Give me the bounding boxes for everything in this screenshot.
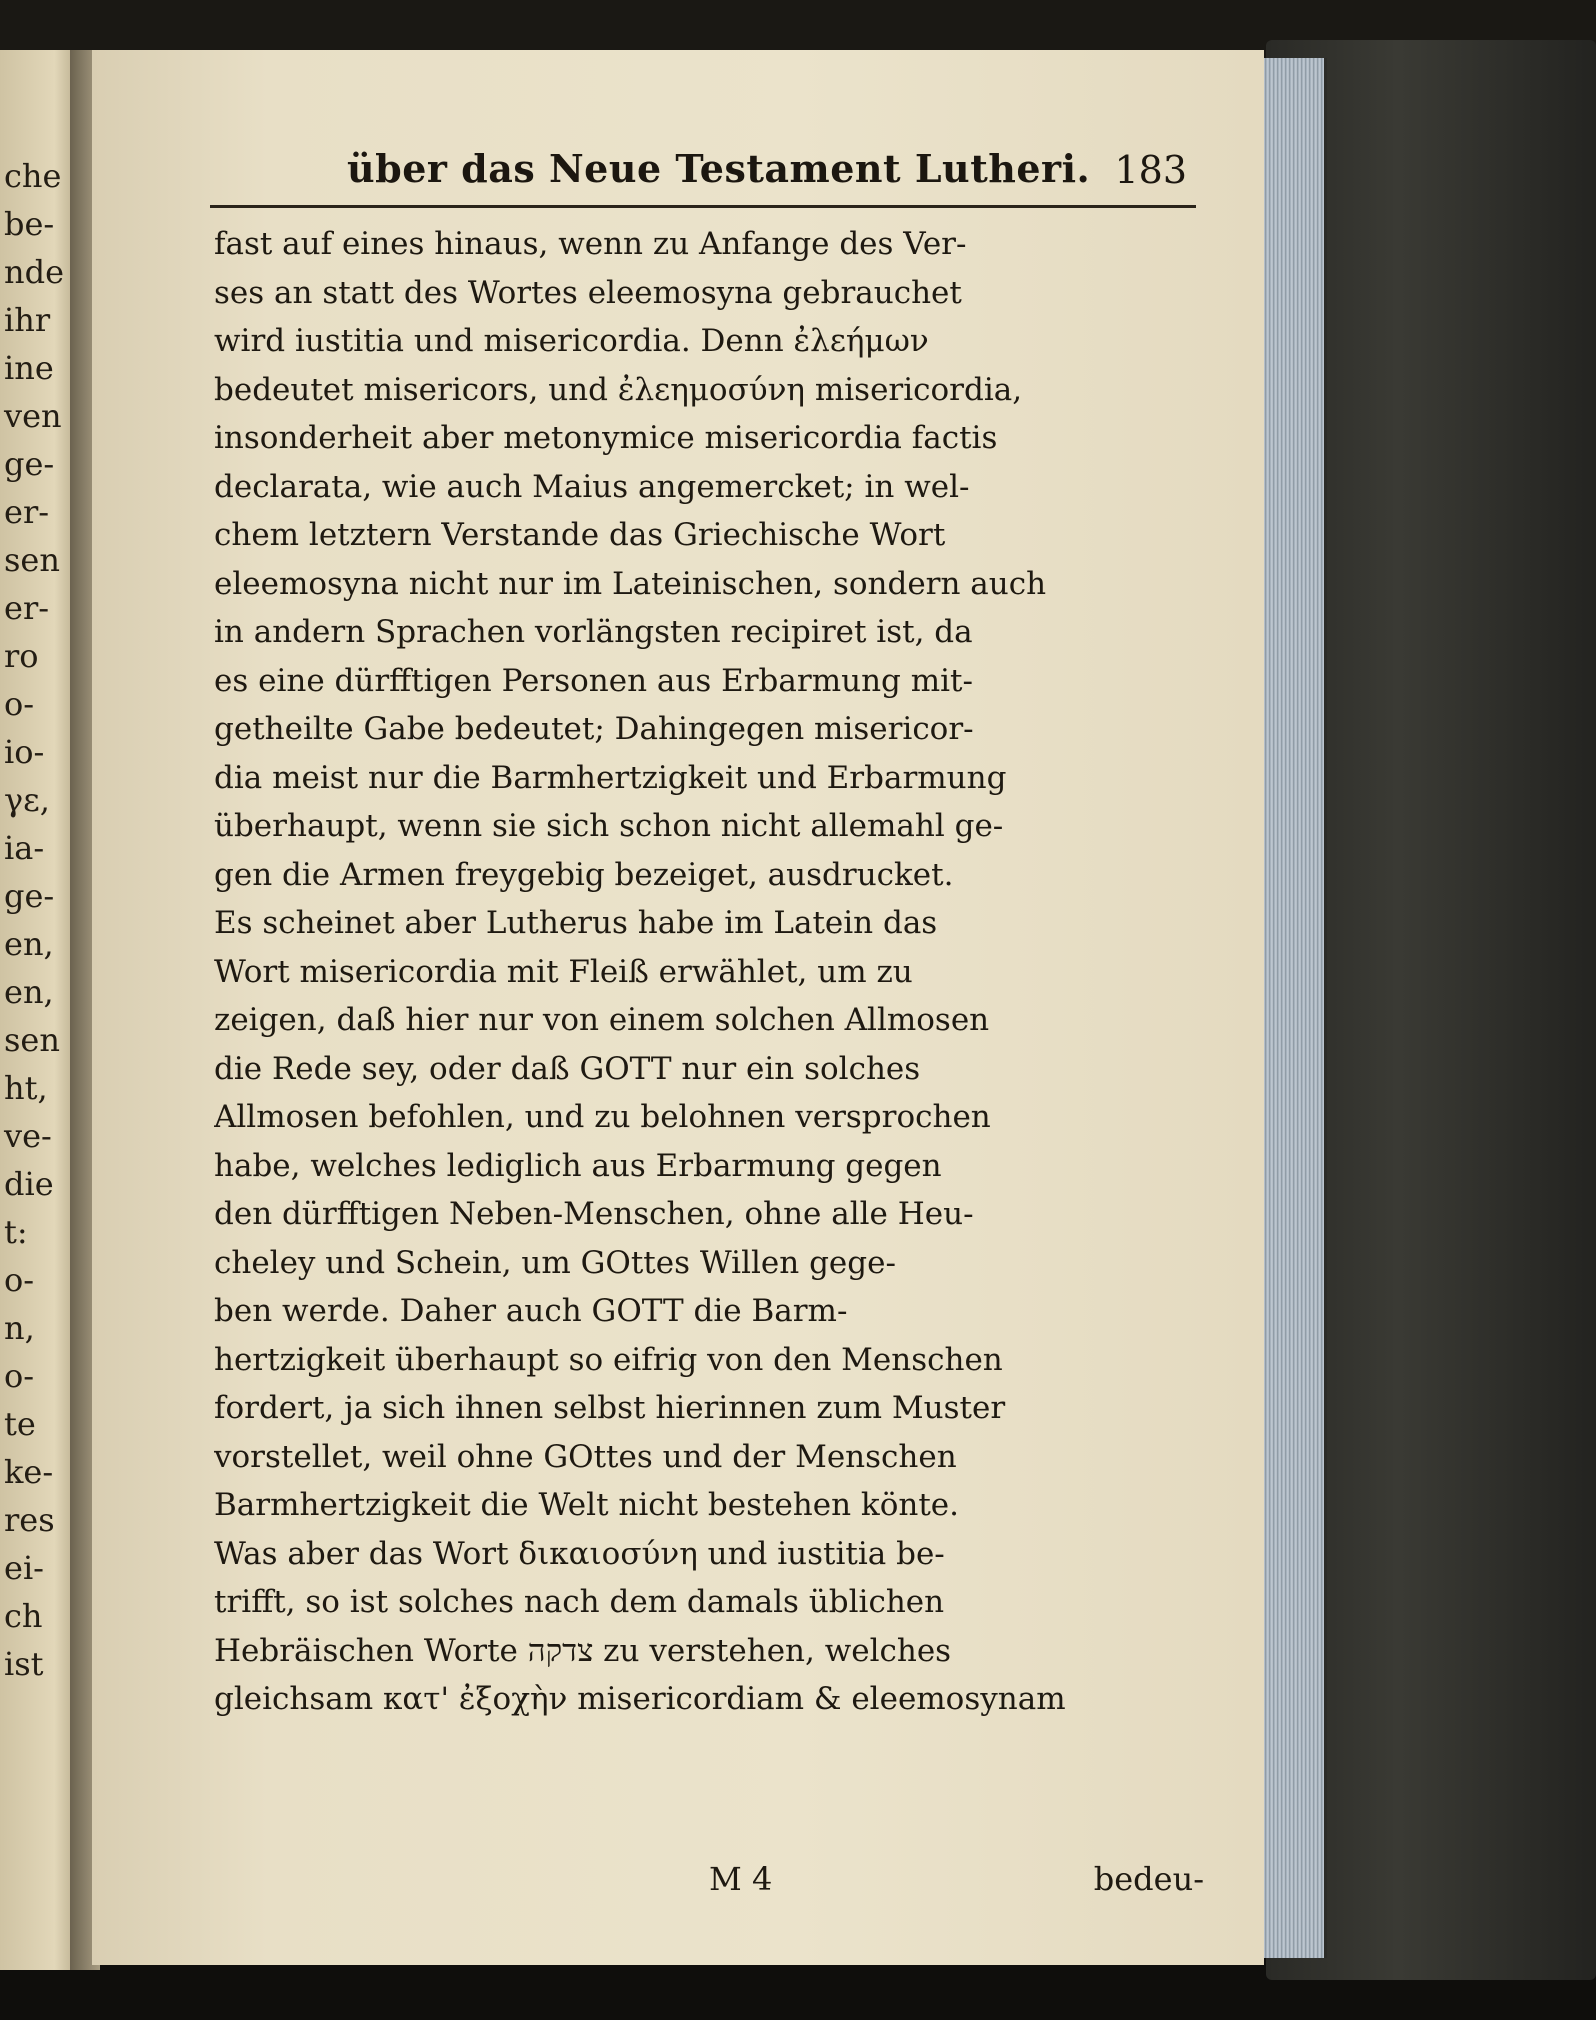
text-line: zeigen, daß hier nur von einem solchen Allmosen <box>214 1002 990 1038</box>
text-line: trifft, so ist solches nach dem damals üblichen <box>214 1584 945 1620</box>
text-line: gen die Armen freygebig bezeiget, ausdrucket. <box>214 856 954 893</box>
text-line: habe, welches lediglich aus Erbarmung gegen <box>214 1147 942 1184</box>
text-line: den dürfftigen Neben-Menschen, ohne alle Heu- <box>214 1196 974 1232</box>
page-number: 183 <box>1114 148 1187 192</box>
body-text <box>214 220 1204 1724</box>
page-footer <box>214 1860 1204 1910</box>
text-line: fast auf eines hinaus, wenn zu Anfange des Ver- <box>214 226 967 262</box>
signature-mark: M 4 <box>709 1860 773 1898</box>
left-page-fragment: ge- <box>4 877 55 915</box>
text-line: es eine dürfftigen Personen aus Erbarmung mit- <box>214 662 973 699</box>
left-page-fragment: er- <box>4 493 50 531</box>
text-line: Es scheinet aber Lutherus habe im Latein das <box>214 905 938 941</box>
left-page-fragment: che <box>4 157 62 195</box>
text-line: insonderheit aber metonymice misericordia factis <box>214 420 998 456</box>
left-page-fragment: ge- <box>4 445 55 483</box>
text-line: ses an statt des Wortes eleemosyna gebrauchet <box>214 274 962 311</box>
text-line: vorstellet, weil ohne GOttes und der Menschen <box>214 1438 957 1475</box>
left-page-fragment: en, <box>4 925 54 963</box>
text-line: die Rede sey, oder daß GOTT nur ein solches <box>214 1050 921 1087</box>
left-page-fragment: io- <box>4 733 45 771</box>
left-page-fragment: ven <box>4 397 62 435</box>
text-line: Was aber das Wort δικαιοσύνη und iustitia be- <box>214 1535 945 1572</box>
left-page-fragment: te <box>4 1405 36 1443</box>
text-line: wird iustitia und misericordia. Denn ἐλεήμων <box>214 323 929 359</box>
text-line: dia meist nur die Barmhertzigkeit und Erbarmung <box>214 759 1007 796</box>
text-line: declarata, wie auch Maius angemercket; in wel- <box>214 468 970 505</box>
text-line: bedeutet misericors, und ἐλεημοσύνη misericordia, <box>214 371 1023 408</box>
left-page-fragment: o- <box>4 1357 35 1395</box>
text-line: cheley und Schein, um GOttes Willen gege- <box>214 1244 896 1281</box>
left-page-fragment: o- <box>4 685 35 723</box>
text-line: hertzigkeit überhaupt so eifrig von den Menschen <box>214 1341 1003 1378</box>
text-line: Barmhertzigkeit die Welt nicht bestehen könte. <box>214 1487 959 1523</box>
text-line: Allmosen befohlen, und zu belohnen versprochen <box>214 1099 991 1135</box>
text-line: Hebräischen Worte צדקה zu verstehen, welches <box>214 1632 952 1669</box>
left-page-fragment: die <box>4 1165 54 1203</box>
left-page-fragment: ve- <box>4 1117 52 1155</box>
left-page-fragment: sen <box>4 1021 60 1059</box>
left-page-fragment: res <box>4 1501 55 1539</box>
text-line: in andern Sprachen vorlängsten recipiret ist, da <box>214 614 973 650</box>
header-rule <box>210 205 1196 208</box>
catchword: bedeu- <box>1093 1860 1204 1898</box>
left-page-fragment: n, <box>4 1309 35 1347</box>
left-facing-page <box>0 50 78 1970</box>
text-line: eleemosyna nicht nur im Lateinischen, sondern auch <box>214 565 1047 602</box>
left-page-fragment: be- <box>4 205 55 243</box>
text-line: getheilte Gabe bedeutet; Dahingegen misericor- <box>214 711 974 747</box>
running-title: über das Neue Testament Lutheri. <box>347 146 1091 191</box>
left-page-fragment: t: <box>4 1213 28 1251</box>
left-page-fragment: ihr <box>4 301 51 339</box>
left-page-fragment: ist <box>4 1645 44 1683</box>
left-page-fragment: ke- <box>4 1453 54 1491</box>
left-page-fragment: ia- <box>4 829 45 867</box>
left-page-fragment: er- <box>4 589 50 627</box>
text-line: Wort misericordia mit Fleiß erwählet, um zu <box>214 953 913 990</box>
page-edges <box>1262 58 1327 1958</box>
left-page-fragment: ht, <box>4 1069 48 1107</box>
book-page <box>92 50 1264 1965</box>
text-line: fordert, ja sich ihnen selbst hierinnen zum Muster <box>214 1390 1006 1426</box>
left-page-fragment: o- <box>4 1261 35 1299</box>
left-page-fragment: nde <box>4 253 65 291</box>
text-line: überhaupt, wenn sie sich schon nicht allemahl ge- <box>214 808 1004 844</box>
left-page-fragment: ro <box>4 637 39 675</box>
text-line: gleichsam κατ' ἐξοχὴν misericordiam & eleemosynam <box>214 1681 1066 1717</box>
left-page-fragment: ine <box>4 349 54 387</box>
left-page-fragment: ei- <box>4 1549 44 1587</box>
text-line: ben werde. Daher auch GOTT die Barm- <box>214 1293 848 1329</box>
left-page-fragment: en, <box>4 973 54 1011</box>
left-page-fragment: ch <box>4 1597 43 1635</box>
text-line: chem letztern Verstande das Griechische Wort <box>214 517 946 553</box>
left-page-fragment: sen <box>4 541 60 579</box>
left-page-fragment: γε, <box>4 781 50 819</box>
page-header <box>347 140 1187 210</box>
